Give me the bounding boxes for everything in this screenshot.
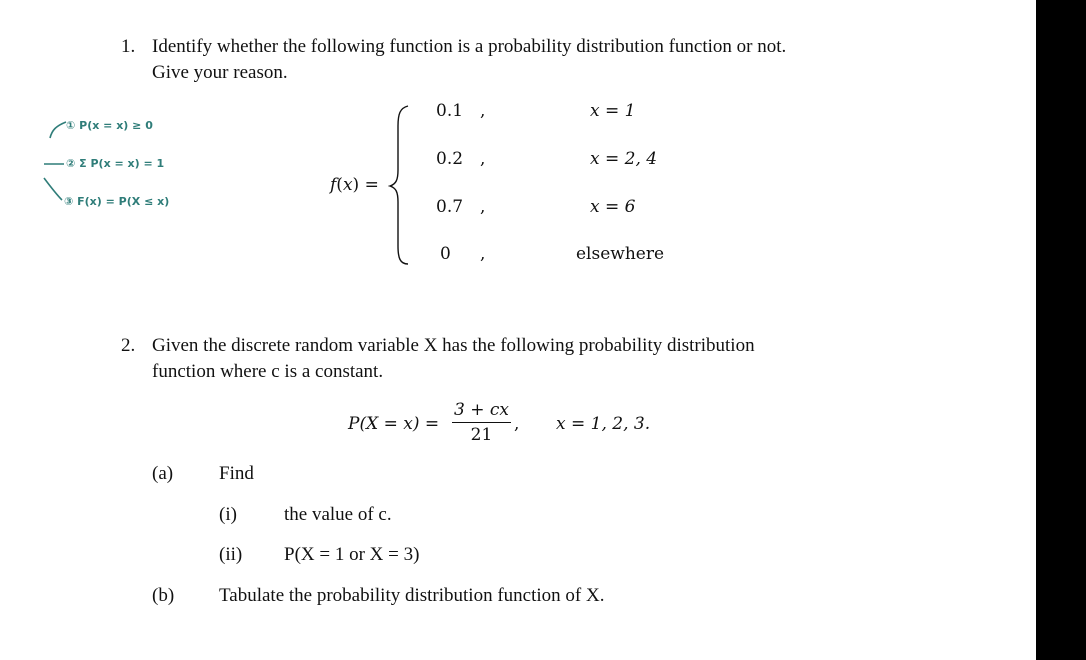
case-3-value: 0.7: [436, 197, 464, 217]
annotation-note-3: ③ F(x) = P(X ≤ x): [64, 195, 170, 208]
case-2-value: 0.2: [436, 149, 464, 169]
sub-ii-text: P(X = 1 or X = 3): [284, 544, 420, 565]
part-b-label: (b): [152, 585, 175, 606]
formula-lhs: P(X = x) =: [348, 414, 440, 434]
function-label: f(x) =: [330, 175, 379, 195]
formula-comma: ,: [514, 414, 520, 434]
right-black-border: [1036, 0, 1086, 660]
sub-i-text: the value of c.: [284, 504, 392, 525]
formula-denominator: 21: [470, 425, 493, 445]
formula-domain: x = 1, 2, 3.: [556, 414, 651, 434]
annotation-note-1: ① P(x = x) ≥ 0: [66, 119, 153, 132]
case-3-condition: x = 6: [590, 197, 636, 217]
formula-numerator: 3 + cx: [452, 400, 511, 423]
case-4-comma: ,: [480, 244, 486, 264]
case-3-comma: ,: [480, 197, 486, 217]
part-a-label: (a): [152, 463, 174, 484]
case-2-condition: x = 2, 4: [590, 149, 658, 169]
case-4-value: 0: [440, 244, 451, 264]
sub-i-label: (i): [219, 504, 237, 525]
case-2-comma: ,: [480, 149, 486, 169]
annotation-note-2: ② Σ P(x = x) = 1: [66, 157, 165, 170]
q1-text-line2: Give your reason.: [152, 62, 288, 83]
formula-fraction: [452, 400, 511, 445]
case-1-value: 0.1: [436, 101, 464, 121]
part-a-text: Find: [219, 463, 254, 484]
case-1-comma: ,: [480, 101, 486, 121]
q2-text-line1: Given the discrete random variable X has the following probability distribution: [152, 335, 755, 356]
q2-text-line2: function where c is a constant.: [152, 361, 384, 382]
sub-ii-label: (ii): [219, 544, 243, 565]
q1-text-line1: Identify whether the following function is a probability distribution function or not.: [152, 36, 787, 57]
q2-number: 2.: [121, 335, 136, 356]
case-1-condition: x = 1: [590, 101, 636, 121]
q1-number: 1.: [121, 36, 136, 57]
part-b-text: Tabulate the probability distribution function of X.: [219, 585, 605, 606]
piecewise-brace: [388, 104, 412, 266]
case-4-condition: elsewhere: [576, 244, 665, 264]
